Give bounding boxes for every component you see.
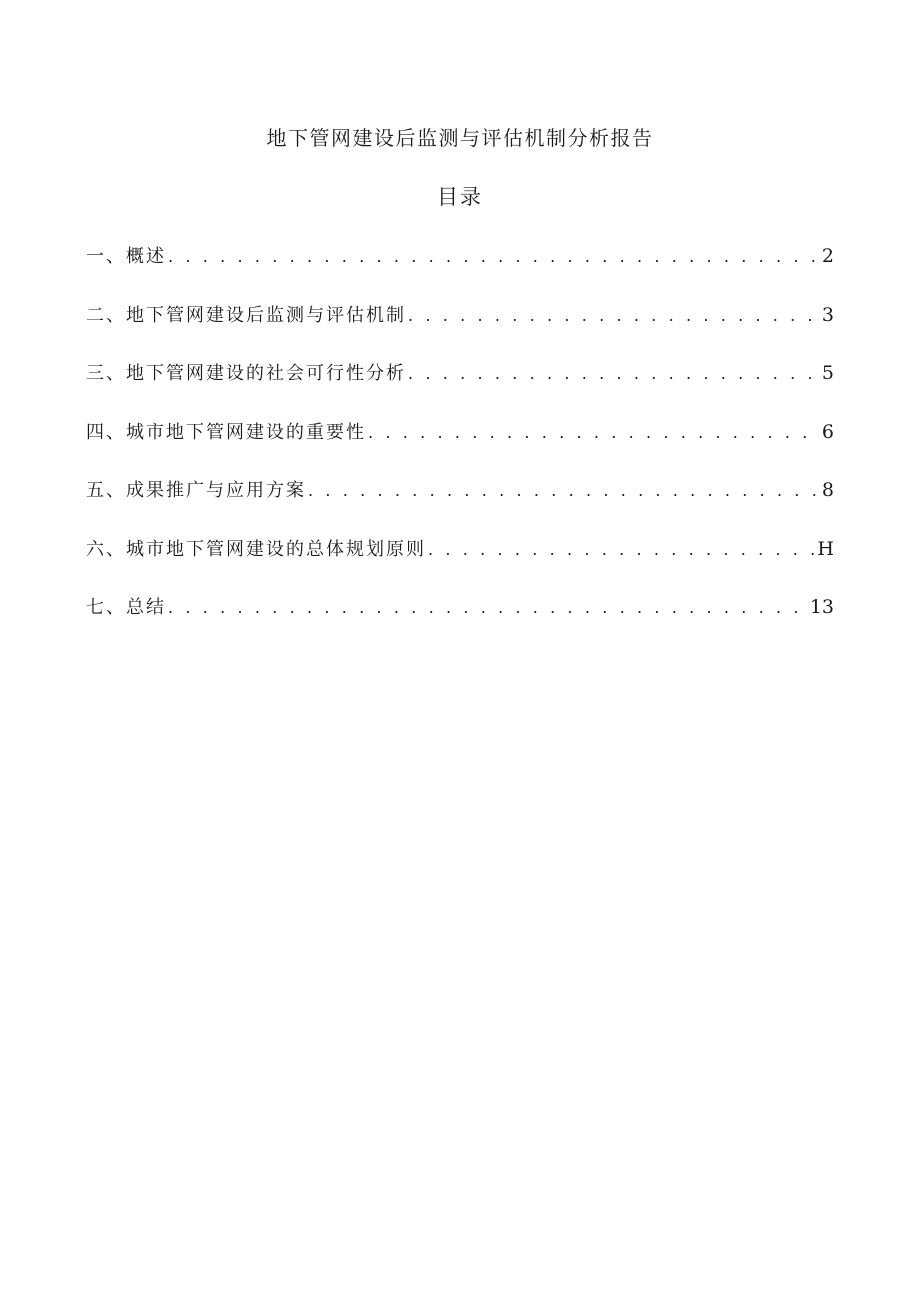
toc-entry-page-number: 6 bbox=[821, 420, 834, 443]
toc-heading: 目录 bbox=[437, 185, 483, 209]
toc-dot-leader bbox=[308, 475, 819, 507]
toc-dot-leader bbox=[368, 417, 819, 449]
toc-dot-leader bbox=[168, 592, 807, 624]
toc-entry-label: 五、成果推广与应用方案 bbox=[86, 480, 306, 501]
toc-entry-page-number: H bbox=[817, 537, 834, 560]
table-of-contents bbox=[86, 240, 834, 650]
toc-entry-label: 七、总结 bbox=[86, 597, 166, 618]
toc-dot-leader bbox=[428, 534, 814, 566]
toc-entry-label: 四、城市地下管网建设的重要性 bbox=[86, 421, 366, 443]
toc-dot-leader bbox=[168, 241, 819, 273]
toc-entry-page-number: 13 bbox=[809, 596, 834, 618]
toc-entry-4[interactable] bbox=[86, 416, 834, 475]
toc-entry-page-number: 5 bbox=[821, 362, 834, 384]
toc-entry-label: 二、地下管网建设后监测与评估机制 bbox=[86, 304, 406, 326]
toc-entry-page-number: 2 bbox=[821, 245, 834, 267]
document-title: 地下管网建设后监测与评估机制分析报告 bbox=[266, 126, 654, 150]
toc-entry-1[interactable] bbox=[86, 240, 834, 299]
toc-entry-page-number: 3 bbox=[821, 303, 834, 326]
toc-entry-page-number: 8 bbox=[821, 479, 834, 501]
toc-dot-leader bbox=[408, 358, 819, 390]
toc-entry-label: 六、城市地下管网建设的总体规划原则 bbox=[86, 538, 426, 560]
toc-entry-3[interactable] bbox=[86, 357, 834, 416]
toc-dot-leader bbox=[408, 300, 819, 332]
toc-entry-7[interactable] bbox=[86, 591, 834, 650]
toc-entry-2[interactable] bbox=[86, 299, 834, 358]
toc-entry-label: 一、概述 bbox=[86, 246, 166, 267]
toc-entry-6[interactable] bbox=[86, 533, 834, 592]
toc-entry-label: 三、地下管网建设的社会可行性分析 bbox=[86, 363, 406, 384]
toc-entry-5[interactable] bbox=[86, 474, 834, 533]
